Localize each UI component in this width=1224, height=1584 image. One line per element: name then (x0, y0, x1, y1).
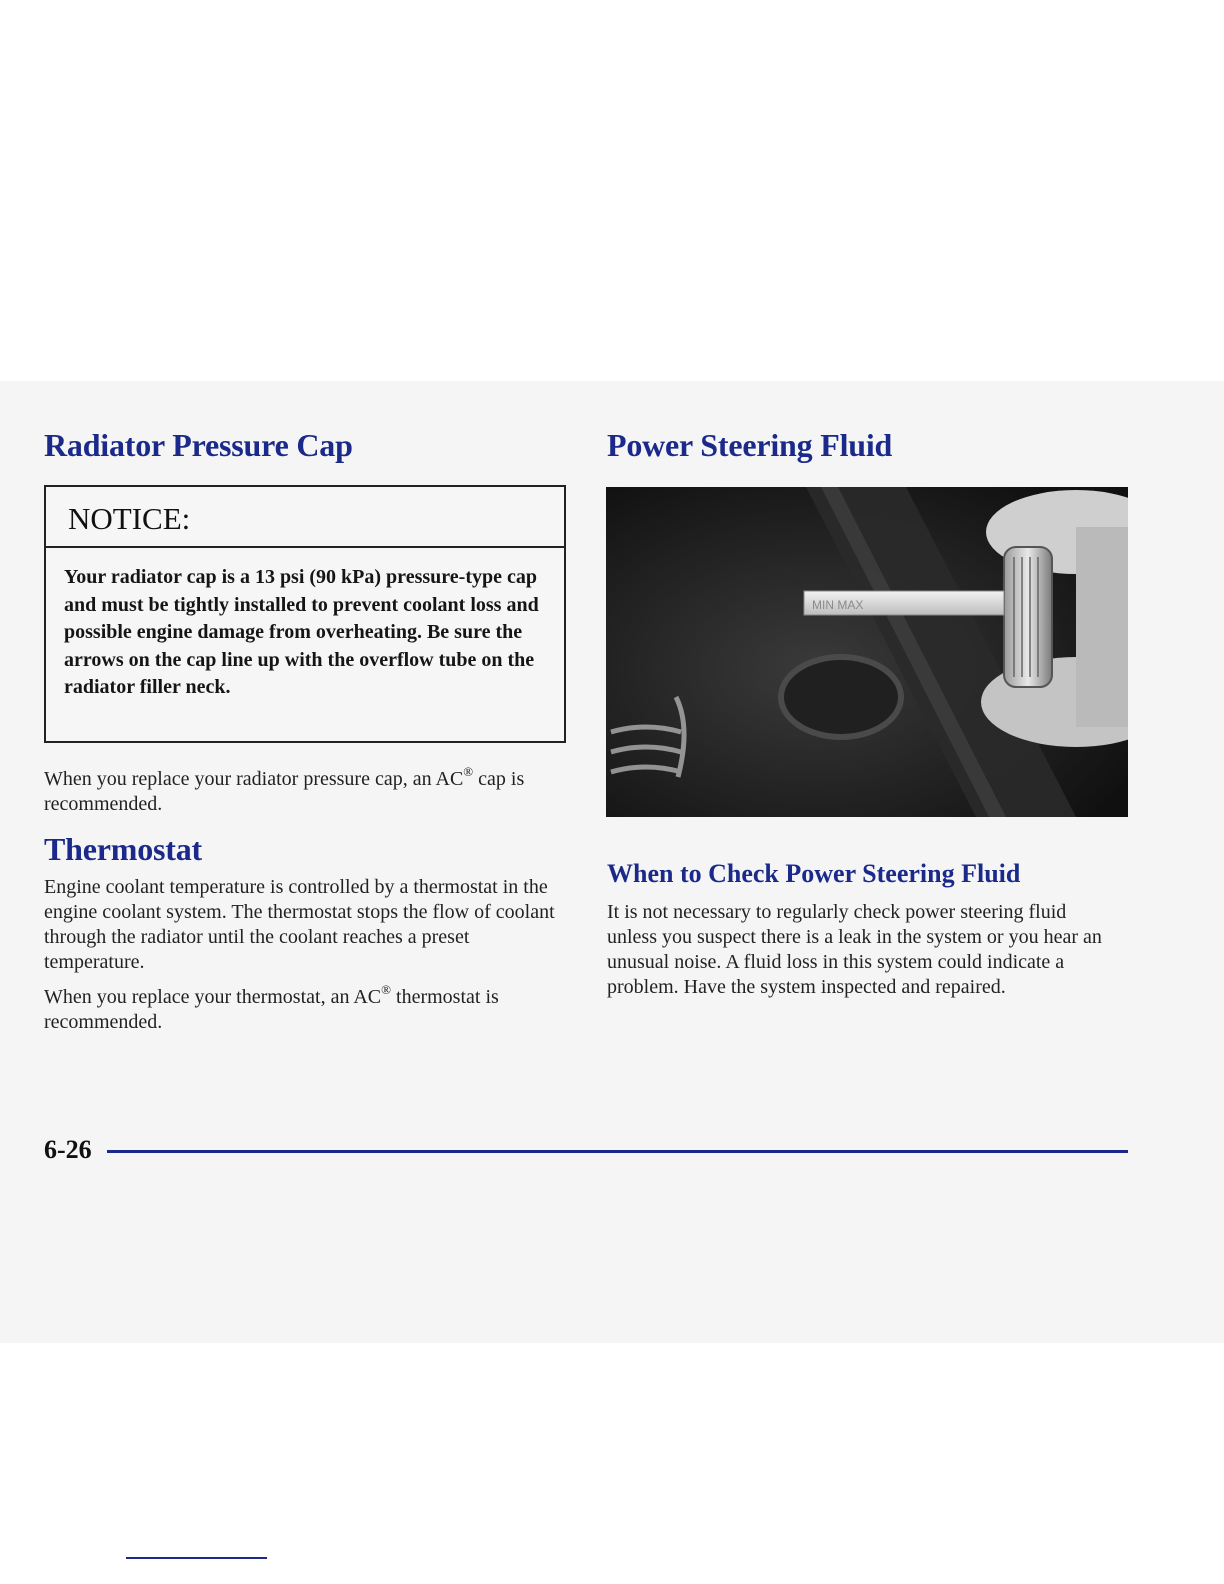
bottom-rule (126, 1557, 267, 1559)
thermostat-title: Thermostat (44, 831, 202, 867)
power-steering-dipstick-photo (606, 487, 1128, 817)
cap-text-b: cap is recommended. (44, 768, 525, 815)
footer-rule (107, 1150, 1128, 1153)
power-steering-fluid-title: Power Steering Fluid (607, 427, 893, 463)
registered-mark: ® (381, 982, 392, 997)
registered-mark: ® (463, 764, 474, 779)
thermostat-text-b: thermostat is recommended. (44, 986, 499, 1033)
dipstick-illustration (606, 487, 1128, 817)
dipstick-label: MIN MAX (812, 598, 864, 612)
radiator-pressure-cap-title: Radiator Pressure Cap (44, 427, 353, 463)
when-to-check-text: It is not necessary to regularly check power steering fluid unless you suspect there is a leak in the system or you hear an unusual noise. A fluid loss in this system could indicate a problem. Have the system inspected and repaired. (607, 901, 1102, 998)
cap-text-a: When you replace your radiator pressure cap, an AC (44, 768, 464, 790)
thermostat-text-a: When you replace your thermostat, an AC (44, 986, 382, 1008)
cap-recommendation (44, 764, 544, 817)
thermostat-paragraph-1: Engine coolant temperature is controlled by a thermostat in the engine coolant system. The thermostat stops the flow of coolant through the radiator until the coolant reaches a preset temperature. (44, 876, 555, 973)
notice-heading: NOTICE: (46, 487, 564, 548)
thermostat-paragraph-2 (44, 982, 564, 1035)
notice-text: Your radiator cap is a 13 psi (90 kPa) pressure-type cap and must be tightly installed to prevent coolant loss and possible engine damage from overheating. Be sure the arrows on the cap line up with the overflow tube on the radiator filler neck. (64, 566, 539, 698)
notice-box (44, 485, 566, 743)
when-to-check-title: When to Check Power Steering Fluid (607, 859, 1021, 888)
page-number: 6-26 (44, 1135, 92, 1164)
